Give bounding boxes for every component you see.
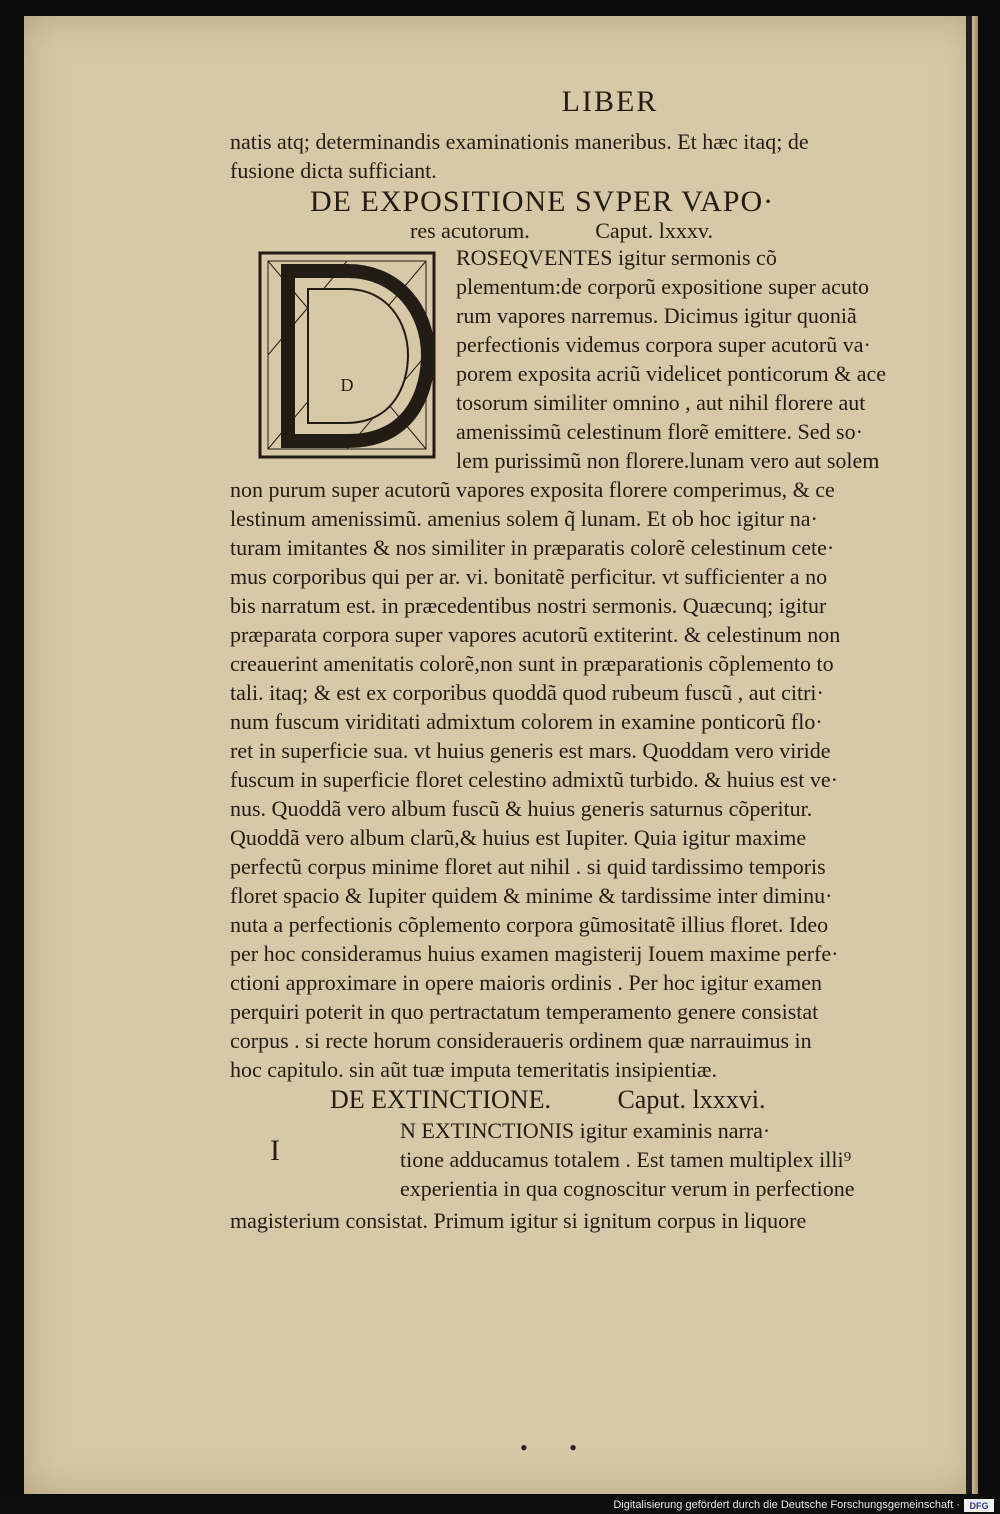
initial-lines [456,243,886,475]
body-line: num fuscum viriditati admixtum colorem in examine ponticorũ flo· [230,709,823,734]
initial-line-5: porem exposita acriũ videlicet ponticorum & ace [456,361,887,386]
initial-i-line-1: N EXTINCTIONIS igitur examinis narra· [400,1118,771,1143]
dfg-logo-icon: DFG [964,1499,994,1512]
initial-i-block [230,1116,930,1206]
body-line: perfectũ corpus minime floret aut nihil . si quid tardissimo temporis [230,854,826,879]
body-line: præparata corpora super vapores acutorũ extiterint. & celestinum non [230,622,841,647]
chapter-85-title: DE EXPOSITIONE SVPER VAPO· [310,185,775,218]
footer-bar [0,1496,1000,1514]
body-line: ret in superficie sua. vt huius generis est mars. Quoddam vero viride [230,738,831,763]
signature-mark-dots: • • [520,1435,595,1460]
initial-line-2: plementum:de corporũ expositione super acuto [456,274,869,299]
scan-border [966,16,972,1494]
initial-letter-d: D [340,375,354,395]
body-line: ctioni approximare in opere maioris ordinis . Per hoc igitur examen [230,970,823,995]
body-line: hoc capitulo. sin aũt tuæ imputa temeritatis insipientiæ. [230,1057,717,1082]
initial-letter-i: I [270,1134,280,1167]
chapter-85-title-cont [410,219,930,243]
body-line: perquiri poterit in quo pertractatum temperamento genere consistat [230,999,819,1024]
body-line: non purum super acutorũ vapores exposita florere comperimus, & ce [230,477,835,502]
body-line: tali. itaq; & est ex corporibus quoddã quod rubeum fuscũ , aut citri· [230,680,824,705]
body-line: creauerint amenitatis colorẽ,non sunt in præparationis cõplemento to [230,651,834,676]
chapter-85-caput: Caput. lxxxv. [595,218,713,243]
intro-line-1: natis atq; determinandis examinationis maneribus. Et hæc itaq; de [230,129,809,154]
chapter-86-caput: Caput. lxxxvi. [617,1085,766,1114]
body-line: per hoc consideramus huius examen magisterij Iouem maxime perfe· [230,941,839,966]
chapter-86-heading [330,1084,930,1116]
body-line: turam imitantes & nos similiter in præparatis colorẽ celestinum cete· [230,535,835,560]
body-line: nus. Quoddã vero album fuscũ & huius generis saturnus cõperitur. [230,796,813,821]
chapter-86-title: DE EXTINCTIONE. [330,1085,551,1114]
chapter-86-body-line: magisterium consistat. Primum igitur si ignitum corpus in liquore [230,1208,807,1233]
body-line: Quoddã vero album clarũ,& huius est Iupiter. Quia igitur maxime [230,825,807,850]
chapter-85-body [230,475,930,1084]
initial-i-line-2: tione adducamus totalem . Est tamen multiplex illi⁹ [400,1147,852,1172]
initial-i-lines [400,1116,855,1203]
initial-line-1: ROSEQVENTES igitur sermonis cõ [456,245,777,270]
body-line: bis narratum est. in præcedentibus nostri sermonis. Quæcunq; igitur [230,593,827,618]
initial-line-4: perfectionis videmus corpora super acutorũ va· [456,332,871,357]
intro-line-2: fusione dicta sufficiant. [230,158,437,183]
body-line: nuta a perfectionis cõplemento corpora gũmositatẽ illius floret. Ideo [230,912,829,937]
initial-line-3: rum vapores narremus. Dicimus igitur quoniã [456,303,857,328]
body-line: floret spacio & Iupiter quidem & minime & tardissime inter diminu· [230,883,833,908]
text-block [230,85,930,1235]
body-line: corpus . si recte horum consideraueris ordinem quæ narrauimus in [230,1028,812,1053]
initial-i-line-3: experientia in qua cognoscitur verum in perfectione [400,1176,855,1201]
chapter-85-title-line2: res acutorum. [410,218,530,243]
body-line: lestinum amenissimũ. amenius solem q̃ lunam. Et ob hoc igitur na· [230,506,818,531]
decorated-initial-d-icon [258,251,436,459]
decorated-initial-block [230,243,930,475]
running-head: LIBER [561,85,659,118]
body-line: fuscum in superficie floret celestino admixtũ turbido. & huius est ve· [230,767,838,792]
initial-line-6: tosorum similiter omnino , aut nihil florere aut [456,390,866,415]
footer-credit: Digitalisierung gefördert durch die Deutsche Forschungsgemeinschaft · [613,1499,960,1511]
initial-line-8: lem purissimũ non florere.lunam vero aut solem [456,448,880,473]
body-line: mus corporibus qui per ar. vi. bonitatẽ perficitur. vt sufficienter a no [230,564,828,589]
initial-line-7: amenissimũ celestinum florẽ emittere. Sed so· [456,419,863,444]
